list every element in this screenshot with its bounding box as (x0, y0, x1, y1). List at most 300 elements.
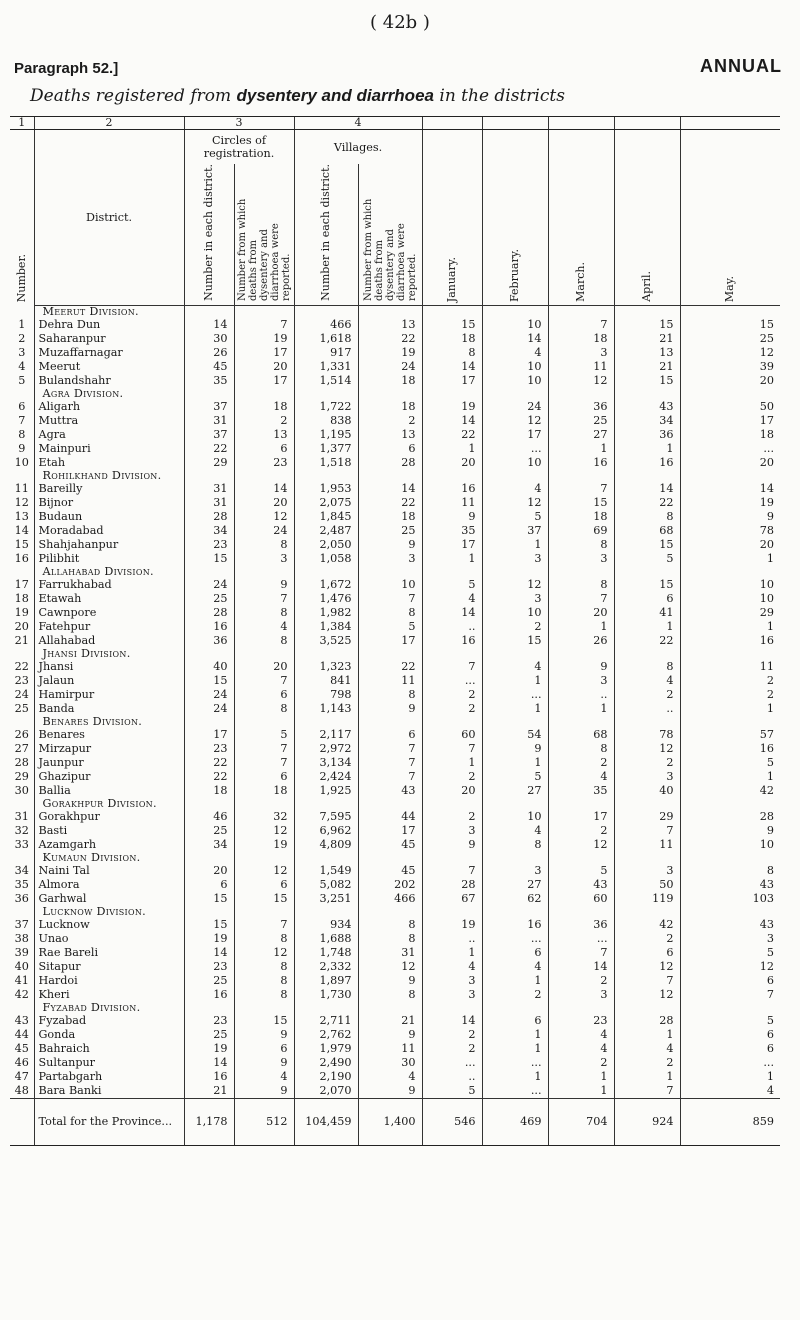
value-cell: 25 (184, 824, 234, 838)
row-number: 15 (14, 537, 29, 551)
value-cell: 12 (680, 960, 780, 974)
row-number: 14 (14, 523, 29, 537)
value-cell: 1,549 (294, 864, 358, 878)
value-cell: 29 (184, 456, 234, 470)
row-number: 27 (14, 741, 29, 755)
value-cell: 25 (358, 524, 422, 538)
value-cell: 21 (614, 360, 680, 374)
april-header: April. (640, 271, 653, 302)
value-cell: 4 (358, 1070, 422, 1084)
table-row (10, 400, 780, 414)
value-cell: 7 (548, 482, 614, 496)
value-cell: 15 (184, 892, 234, 906)
district-name: Partabgarh (34, 1070, 184, 1084)
value-cell: 9 (482, 742, 548, 756)
value-cell: 12 (614, 742, 680, 756)
table-row (10, 552, 780, 566)
value-cell: 11 (614, 838, 680, 852)
value-cell: 1 (548, 1084, 614, 1099)
table-row (10, 538, 780, 552)
value-cell: 27 (548, 428, 614, 442)
division-name: Meerut Division. (34, 305, 184, 318)
value-cell: 28 (184, 606, 234, 620)
value-cell: 7 (422, 864, 482, 878)
row-number: 39 (14, 945, 29, 959)
value-cell: 11 (358, 1042, 422, 1056)
value-cell: 12 (482, 578, 548, 592)
value-cell: 11 (680, 660, 780, 674)
table-row (10, 878, 780, 892)
value-cell: 2 (482, 620, 548, 634)
district-name: Budaun (34, 510, 184, 524)
value-cell: 2,711 (294, 1014, 358, 1028)
district-name: Ballia (34, 784, 184, 798)
row-number: 43 (14, 1013, 29, 1027)
paragraph-reference: Paragraph 52.] (14, 60, 119, 77)
deaths-table (10, 116, 780, 1146)
table-row (10, 578, 780, 592)
value-cell: 10 (358, 578, 422, 592)
table-row (10, 892, 780, 906)
table-row (10, 346, 780, 360)
value-cell: 17 (422, 538, 482, 552)
row-number: 29 (14, 769, 29, 783)
value-cell: 9 (234, 1028, 294, 1042)
value-cell: 3 (482, 592, 548, 606)
value-cell: 43 (614, 400, 680, 414)
value-cell: 3 (422, 974, 482, 988)
value-cell: 1 (548, 442, 614, 456)
value-cell: 1,982 (294, 606, 358, 620)
division-row (10, 566, 780, 578)
value-cell: 1,748 (294, 946, 358, 960)
division-row (10, 388, 780, 400)
value-cell: 60 (548, 892, 614, 906)
page-number: ( 42b ) (370, 12, 430, 33)
table-row (10, 674, 780, 688)
value-cell: 26 (548, 634, 614, 648)
district-name: Ghazipur (34, 770, 184, 784)
value-cell: 8 (548, 742, 614, 756)
value-cell: 12 (548, 374, 614, 388)
value-cell: 4 (548, 1028, 614, 1042)
table-row (10, 1014, 780, 1028)
district-name: Kheri (34, 988, 184, 1002)
value-cell: 1 (482, 756, 548, 770)
value-cell: .. (614, 702, 680, 716)
villages-total-header: Number in each district. (319, 164, 332, 301)
row-number: 8 (18, 427, 26, 441)
district-name: Bahraich (34, 1042, 184, 1056)
value-cell: 9 (548, 660, 614, 674)
value-cell: 2 (422, 1028, 482, 1042)
division-name: Allahabad Division. (34, 566, 184, 578)
value-cell: 2 (548, 974, 614, 988)
value-cell: 36 (548, 918, 614, 932)
value-cell: 25 (184, 1028, 234, 1042)
value-cell: 9 (422, 510, 482, 524)
value-cell: 8 (548, 578, 614, 592)
value-cell: 2 (358, 414, 422, 428)
value-cell: 2 (680, 674, 780, 688)
value-cell: 36 (184, 634, 234, 648)
value-cell: 28 (184, 510, 234, 524)
value-cell: 2,190 (294, 1070, 358, 1084)
value-cell: 36 (548, 400, 614, 414)
district-name: Agra (34, 428, 184, 442)
table-row (10, 456, 780, 470)
value-cell: 4 (680, 1084, 780, 1099)
row-number: 11 (14, 481, 29, 495)
value-cell: 29 (614, 810, 680, 824)
column-number-row (10, 117, 780, 130)
value-cell: 14 (358, 482, 422, 496)
value-cell: 7 (234, 592, 294, 606)
value-cell: 7 (614, 824, 680, 838)
value-cell: 22 (614, 634, 680, 648)
value-cell: 15 (184, 918, 234, 932)
value-cell: 10 (680, 838, 780, 852)
column-number: 4 (294, 117, 422, 130)
value-cell: 3 (548, 552, 614, 566)
value-cell: 8 (234, 960, 294, 974)
value-cell: 3,525 (294, 634, 358, 648)
value-cell: 8 (482, 838, 548, 852)
value-cell: 1 (614, 442, 680, 456)
value-cell: 15 (234, 892, 294, 906)
value-cell: 6 (680, 1042, 780, 1056)
value-cell: 7,595 (294, 810, 358, 824)
value-cell: 42 (680, 784, 780, 798)
row-number: 25 (14, 701, 29, 715)
value-cell: 8 (358, 932, 422, 946)
value-cell: 20 (234, 496, 294, 510)
value-cell: 25 (184, 592, 234, 606)
row-number: 48 (14, 1083, 29, 1097)
value-cell: 20 (680, 374, 780, 388)
value-cell: 15 (422, 318, 482, 332)
division-name: Agra Division. (34, 388, 184, 400)
value-cell: 12 (680, 346, 780, 360)
value-cell: 45 (184, 360, 234, 374)
district-name: Cawnpore (34, 606, 184, 620)
value-cell: 11 (358, 674, 422, 688)
value-cell: 2 (234, 414, 294, 428)
value-cell: 8 (234, 932, 294, 946)
value-cell: 3 (422, 988, 482, 1002)
value-cell: 1,672 (294, 578, 358, 592)
value-cell: 6 (358, 728, 422, 742)
table-row (10, 442, 780, 456)
value-cell: ... (422, 1056, 482, 1070)
value-cell: 10 (482, 318, 548, 332)
value-cell: 1,897 (294, 974, 358, 988)
district-name: Bareilly (34, 482, 184, 496)
value-cell: 9 (680, 510, 780, 524)
table-row (10, 946, 780, 960)
value-cell: 10 (680, 592, 780, 606)
division-row (10, 648, 780, 660)
value-cell: 27 (482, 784, 548, 798)
value-cell: 18 (548, 510, 614, 524)
row-number: 10 (14, 455, 29, 469)
table-row (10, 510, 780, 524)
value-cell: 9 (358, 1028, 422, 1042)
value-cell: 12 (482, 414, 548, 428)
row-number: 24 (14, 687, 29, 701)
value-cell: 798 (294, 688, 358, 702)
value-cell: 22 (184, 756, 234, 770)
value-cell: 2,050 (294, 538, 358, 552)
value-cell: 16 (184, 988, 234, 1002)
value-cell: 24 (184, 688, 234, 702)
value-cell: 1 (482, 538, 548, 552)
value-cell: 20 (548, 606, 614, 620)
value-cell: 5 (548, 864, 614, 878)
district-name: Shahjahanpur (34, 538, 184, 552)
value-cell: 12 (614, 988, 680, 1002)
value-cell: 19 (422, 918, 482, 932)
value-cell: 3,251 (294, 892, 358, 906)
value-cell: 7 (234, 674, 294, 688)
circles-reported-header: Number from which deaths from dysentery and diarrhoea were reported. (236, 198, 292, 301)
value-cell: 8 (234, 538, 294, 552)
division-name: Jhansi Division. (34, 648, 184, 660)
value-cell: 19 (184, 1042, 234, 1056)
value-cell: 20 (184, 864, 234, 878)
value-cell: 6 (358, 442, 422, 456)
value-cell: .. (422, 620, 482, 634)
value-cell: 35 (548, 784, 614, 798)
value-cell: 7 (614, 974, 680, 988)
table-row (10, 332, 780, 346)
value-cell: 1 (548, 702, 614, 716)
district-name: Meerut (34, 360, 184, 374)
value-cell: 1,953 (294, 482, 358, 496)
value-cell: 25 (680, 332, 780, 346)
value-cell: 8 (234, 974, 294, 988)
total-value: 1,178 (184, 1098, 234, 1145)
value-cell: 917 (294, 346, 358, 360)
value-cell: 23 (234, 456, 294, 470)
value-cell: 2,070 (294, 1084, 358, 1099)
table-row (10, 374, 780, 388)
value-cell: 2,075 (294, 496, 358, 510)
value-cell: 12 (234, 864, 294, 878)
table-row (10, 428, 780, 442)
value-cell: 37 (184, 400, 234, 414)
value-cell: 16 (680, 634, 780, 648)
value-cell: 1 (482, 974, 548, 988)
value-cell: 5 (482, 770, 548, 784)
value-cell: 20 (422, 784, 482, 798)
value-cell: 9 (422, 838, 482, 852)
value-cell: .. (422, 1070, 482, 1084)
value-cell: 4 (614, 674, 680, 688)
row-number: 21 (14, 633, 29, 647)
value-cell: 19 (184, 932, 234, 946)
table-row (10, 1056, 780, 1070)
value-cell: 36 (614, 428, 680, 442)
division-row (10, 852, 780, 864)
district-name: Etah (34, 456, 184, 470)
table-row (10, 988, 780, 1002)
value-cell: 16 (548, 456, 614, 470)
value-cell: 2 (422, 1042, 482, 1056)
value-cell: 2,487 (294, 524, 358, 538)
value-cell: 17 (422, 374, 482, 388)
value-cell: 14 (234, 482, 294, 496)
value-cell: 11 (548, 360, 614, 374)
division-row (10, 1002, 780, 1014)
table-row (10, 360, 780, 374)
value-cell: 28 (358, 456, 422, 470)
row-number: 46 (14, 1055, 29, 1069)
value-cell: 7 (234, 318, 294, 332)
value-cell: 8 (358, 606, 422, 620)
value-cell: 9 (680, 824, 780, 838)
value-cell: 1 (614, 1028, 680, 1042)
total-label: Total for the Province... (34, 1098, 184, 1145)
table-row (10, 482, 780, 496)
district-name: Unao (34, 932, 184, 946)
value-cell: 8 (234, 606, 294, 620)
table-row (10, 496, 780, 510)
value-cell: 2 (680, 688, 780, 702)
value-cell: 14 (184, 1056, 234, 1070)
value-cell: 1,688 (294, 932, 358, 946)
value-cell: 40 (184, 660, 234, 674)
district-name: Naini Tal (34, 864, 184, 878)
division-row (10, 470, 780, 482)
total-value: 924 (614, 1098, 680, 1145)
total-value: 104,459 (294, 1098, 358, 1145)
annual-heading: ANNUAL (700, 56, 782, 76)
table-row (10, 318, 780, 332)
value-cell: ... (482, 1084, 548, 1099)
value-cell: 18 (358, 400, 422, 414)
value-cell: 12 (234, 824, 294, 838)
value-cell: 6 (234, 442, 294, 456)
value-cell: 12 (548, 838, 614, 852)
row-number: 18 (14, 591, 29, 605)
value-cell: 1 (680, 770, 780, 784)
value-cell: 3 (614, 864, 680, 878)
value-cell: 43 (358, 784, 422, 798)
table-row (10, 824, 780, 838)
value-cell: 2 (482, 988, 548, 1002)
value-cell: 15 (614, 374, 680, 388)
value-cell: 5 (680, 946, 780, 960)
value-cell: 3 (358, 552, 422, 566)
value-cell: 60 (422, 728, 482, 742)
value-cell: 14 (548, 960, 614, 974)
total-value: 469 (482, 1098, 548, 1145)
value-cell: 35 (422, 524, 482, 538)
value-cell: 8 (614, 660, 680, 674)
value-cell: 4 (482, 960, 548, 974)
may-header: May. (723, 275, 737, 302)
value-cell: 4 (422, 960, 482, 974)
value-cell: 8 (358, 918, 422, 932)
value-cell: 7 (680, 988, 780, 1002)
row-number: 2 (18, 331, 26, 345)
value-cell: ... (548, 932, 614, 946)
total-value: 859 (680, 1098, 780, 1145)
value-cell: 3 (548, 346, 614, 360)
value-cell: 2 (614, 756, 680, 770)
value-cell: 6 (614, 592, 680, 606)
value-cell: 21 (184, 1084, 234, 1099)
value-cell: 6 (184, 878, 234, 892)
district-name: Lucknow (34, 918, 184, 932)
value-cell: 16 (680, 742, 780, 756)
value-cell: 24 (482, 400, 548, 414)
value-cell: 3 (548, 674, 614, 688)
division-name: Kumaun Division. (34, 852, 184, 864)
value-cell: 2,117 (294, 728, 358, 742)
value-cell: 37 (482, 524, 548, 538)
division-row (10, 906, 780, 918)
value-cell: 15 (184, 552, 234, 566)
value-cell: 34 (184, 524, 234, 538)
value-cell: 14 (422, 360, 482, 374)
value-cell: 13 (358, 318, 422, 332)
value-cell: 19 (234, 332, 294, 346)
value-cell: 2 (422, 702, 482, 716)
value-cell: 3 (482, 864, 548, 878)
district-name: Dehra Dun (34, 318, 184, 332)
value-cell: 28 (422, 878, 482, 892)
value-cell: 1,384 (294, 620, 358, 634)
row-number: 30 (14, 783, 29, 797)
table-row (10, 606, 780, 620)
value-cell: 15 (184, 674, 234, 688)
value-cell: 23 (184, 538, 234, 552)
value-cell: 24 (184, 702, 234, 716)
table-row (10, 838, 780, 852)
value-cell: 13 (234, 428, 294, 442)
value-cell: ... (482, 1056, 548, 1070)
value-cell: 1,476 (294, 592, 358, 606)
value-cell: 68 (614, 524, 680, 538)
value-cell: 1 (422, 442, 482, 456)
table-row (10, 932, 780, 946)
title-prefix: Deaths registered from (30, 86, 232, 106)
value-cell: 16 (184, 620, 234, 634)
value-cell: 4 (482, 482, 548, 496)
value-cell: 78 (680, 524, 780, 538)
value-cell: 7 (234, 918, 294, 932)
district-name: Gorakhpur (34, 810, 184, 824)
value-cell: 16 (614, 456, 680, 470)
value-cell: 1,514 (294, 374, 358, 388)
value-cell: 5 (422, 578, 482, 592)
value-cell: 16 (184, 1070, 234, 1084)
value-cell: 11 (422, 496, 482, 510)
value-cell: 7 (358, 742, 422, 756)
value-cell: 16 (422, 482, 482, 496)
value-cell: 1,377 (294, 442, 358, 456)
district-name: Moradabad (34, 524, 184, 538)
table-row (10, 770, 780, 784)
title-suffix: in the districts (439, 86, 565, 106)
total-row (10, 1098, 780, 1145)
value-cell: 8 (358, 688, 422, 702)
district-name: Basti (34, 824, 184, 838)
value-cell: ... (422, 674, 482, 688)
value-cell: 31 (184, 496, 234, 510)
